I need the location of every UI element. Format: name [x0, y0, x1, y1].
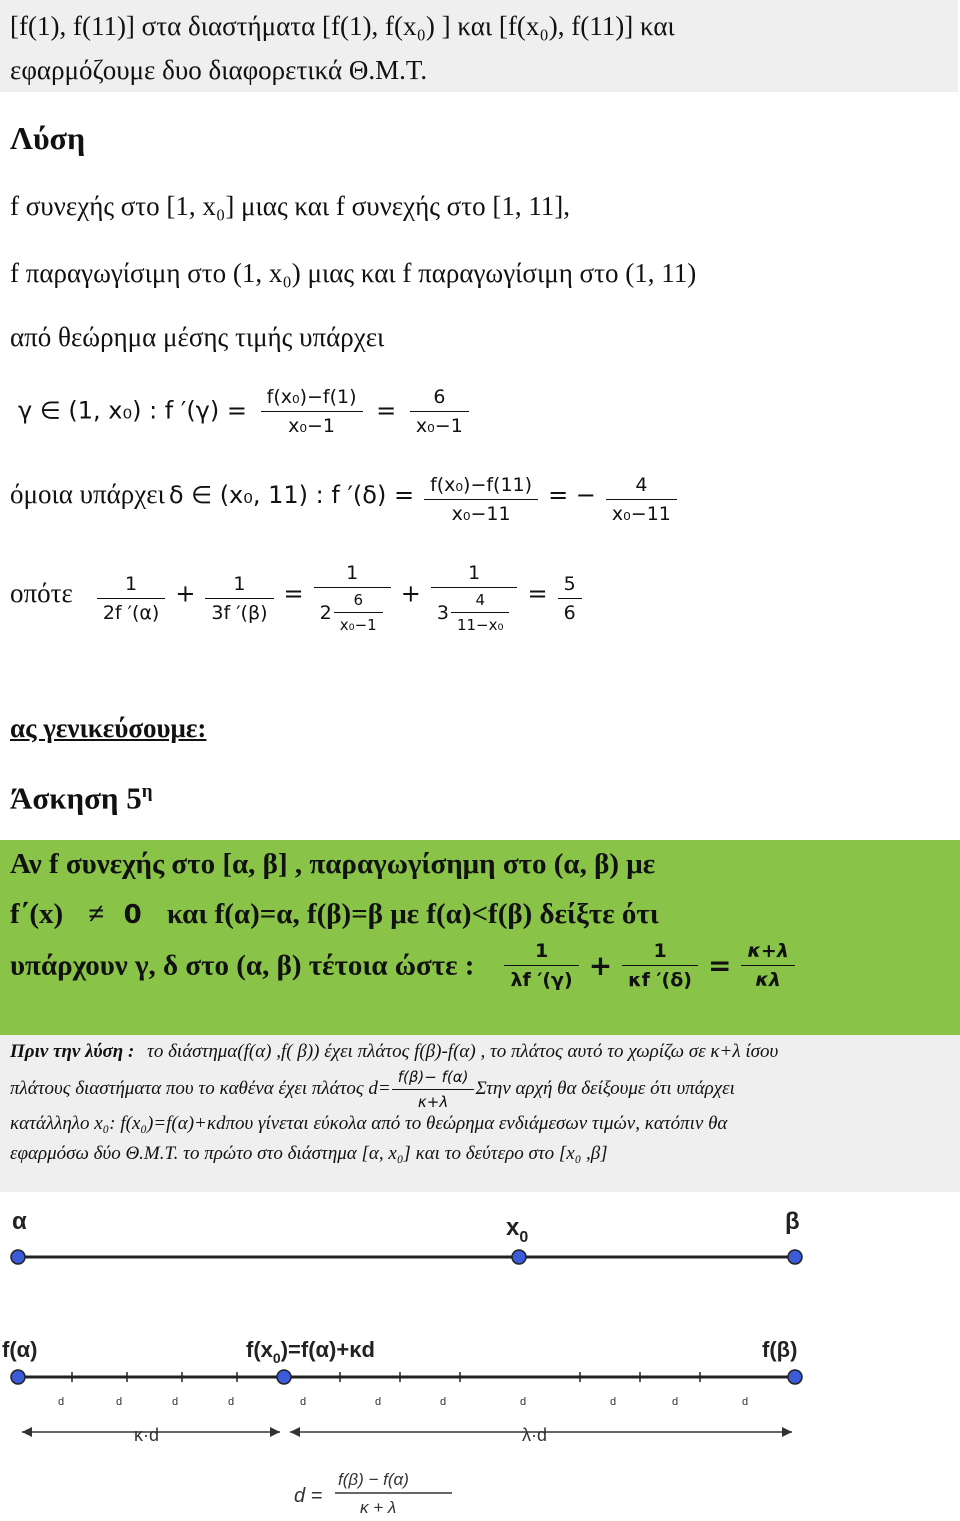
generalize-heading: ας γενικεύσουμε: — [10, 713, 207, 743]
fraction: $\frac{4}{\text{11−x₀}}$ — [451, 591, 510, 634]
fraction: $\frac{5}{6}$ — [558, 573, 582, 624]
fa-label: f(α) — [2, 1337, 38, 1362]
solution-heading: Λύση — [10, 120, 86, 156]
beta-label: β — [785, 1208, 800, 1235]
ld-label: λ·d — [522, 1425, 548, 1445]
equation-gamma: γ ∈ (1, x₀) : f ′(γ) = $\frac{\text{f(x₀)−f(1)}}{\text{x₀−1}}$ = $\frac{6}{\text{x₀−1}}$ — [18, 386, 475, 437]
ld-arrow-left — [290, 1427, 300, 1437]
kd-arrow-right — [270, 1427, 280, 1437]
alpha-point — [11, 1250, 25, 1264]
fraction: $\frac{\text{f(x₀)−f(11)}}{\text{x₀−11}}$ — [424, 474, 538, 525]
d-label: d — [300, 1396, 307, 1408]
fraction: $\frac{\kappa+\lambda}{\kappa\lambda}$ — [741, 940, 794, 991]
note-line-3: κατάλληλο x₀: f(x₀)=f(α)+κdπου γίνεται εύκολα από το θεώρημα ενδιάμεσων τιμών, κατόπιν θα — [10, 1113, 728, 1134]
exercise-title: Άσκηση $5^\eta$ — [10, 780, 153, 816]
d-label: d — [172, 1396, 179, 1408]
ld-arrow-right — [782, 1427, 792, 1437]
d-label: d — [116, 1396, 123, 1408]
fraction: $\frac{6}{\text{x₀−1}}$ — [410, 386, 469, 437]
equation-delta: όμοια υπάρχει δ ∈ (x₀, 11) : f ′(δ) = $\frac{\text{f(x₀)−f(11)}}{\text{x₀−11}}$ = − $\frac{4}{\text{x₀−11}}$ — [10, 474, 683, 525]
note-line-4: εφαρμόσω δύο Θ.Μ.Τ. το πρώτο στο διάστημα [α, x₀] και το δεύτερο στο [x₀ ,β] — [10, 1143, 608, 1164]
fraction: $\frac{1}{\lambda f '(\gamma)}$ — [504, 940, 578, 991]
alpha-label: α — [12, 1208, 27, 1235]
d-label: d — [610, 1396, 617, 1408]
exercise-line-2: f΄(x) ≠ 0 και f(α)=α, f(β)=β με f(α)<f(β) δείξτε ότι — [10, 898, 659, 930]
kd-label: κ·d — [134, 1425, 160, 1445]
fb-label: f(β) — [762, 1337, 798, 1362]
kd-arrow-left — [22, 1427, 32, 1437]
fraction: $\frac{6}{\text{x₀−1}}$ — [334, 591, 383, 634]
fa-point — [11, 1370, 25, 1384]
exercise-line-3: υπάρχουν γ, δ στο (α, β) τέτοια ώστε : $\frac{1}{\lambda f '(\gamma)}$ + $\frac{1}{\kappa f '(\delta)}$ = $\frac{\kappa+\lambda}{\kappa\lambda}$ — [10, 940, 801, 991]
d-label: d — [58, 1396, 65, 1408]
d-formula — [294, 1470, 452, 1517]
fraction: 1 2 $\frac{6}{\text{x₀−1}}$ — [314, 562, 391, 634]
exercise-line-1: Αν f συνεχής στο [α, β] , παραγωγίσημη στο (α, β) με — [10, 848, 656, 880]
interval-diagram — [0, 1192, 960, 1521]
equation-gamma-lhs: γ ∈ (1, x₀) : f ′(γ) = — [18, 396, 247, 425]
intro-line-1: [f(1), f(11)] στα διαστήματα [f(1), f(x₀) ] και [f(x₀), f(11)] και — [10, 11, 675, 41]
d-label: d — [228, 1396, 235, 1408]
d-label: d — [375, 1396, 382, 1408]
fraction: $\frac{4}{\text{x₀−11}}$ — [606, 474, 677, 525]
d-label: d — [742, 1396, 749, 1408]
solution-paragraph-1: f συνεχής στο [1, x₀] μιας και f συνεχής στο [1, 11], — [10, 191, 571, 221]
d-formula-numerator: f(β) − f(α) — [338, 1470, 409, 1489]
fraction: $\frac{f(\beta)- f(\alpha)}{\kappa+\lambda}$ — [392, 1068, 475, 1111]
d-labels — [58, 1396, 748, 1408]
d-formula-lhs: d = — [294, 1485, 323, 1507]
d-label: d — [520, 1396, 527, 1408]
fx0-point — [277, 1370, 291, 1384]
solution-paragraph-3: από θεώρημα μέσης τιμής υπάρχει — [10, 322, 385, 352]
beta-point — [788, 1250, 802, 1264]
d-label: d — [440, 1396, 447, 1408]
fraction: $\frac{1}{\kappa f '(\delta)}$ — [622, 940, 698, 991]
intro-line-2: εφαρμόζουμε δυο διαφορετικά Θ.Μ.Τ. — [10, 55, 428, 85]
fraction: $\frac{\text{f(x₀)−f(1)}}{\text{x₀−1}}$ — [261, 386, 363, 437]
equation-sum: οπότε $\frac{1}{2f '(\alpha)}$ + $\frac{1}{3f '(\beta)}$ = 1 2 $\frac{6}{\text{x₀−1}}$ + 1 3 $\frac{4}{\text{11−x₀}}$ = $\frac{5}{6}$ — [10, 562, 588, 634]
d-label: d — [672, 1396, 679, 1408]
note-line-2: πλάτους διαστήματα που το καθένα έχει πλάτος d= $\frac{f(\beta)- f(\alpha)}{\kappa+\lambda}$ Στην αρχή θα δείξουμε ότι υπάρχει — [10, 1068, 735, 1111]
x0-label: $x_0$ — [506, 1214, 529, 1246]
fb-point — [788, 1370, 802, 1384]
solution-paragraph-2: f παραγωγίσιμη στο (1, x₀) μιας και f παραγωγίσιμη στο (1, 11) — [10, 258, 697, 288]
fraction: 1 3 $\frac{4}{\text{11−x₀}}$ — [431, 562, 518, 634]
fx0-label: $f(x_0)=f(\alpha)+\kappa d$ — [246, 1337, 375, 1366]
note-line-1: Πριν την λύση : το διάστημα(f(α) ,f( β)) έχει πλάτος f(β)-f(α) , το πλάτος αυτό το χωρίζω σε κ+λ ίσου — [10, 1041, 779, 1062]
d-formula-denominator: κ + λ — [360, 1498, 397, 1517]
x0-point — [512, 1250, 526, 1264]
fraction: $\frac{1}{2f '(\alpha)}$ — [97, 573, 165, 624]
fraction: $\frac{1}{3f '(\beta)}$ — [205, 573, 273, 624]
